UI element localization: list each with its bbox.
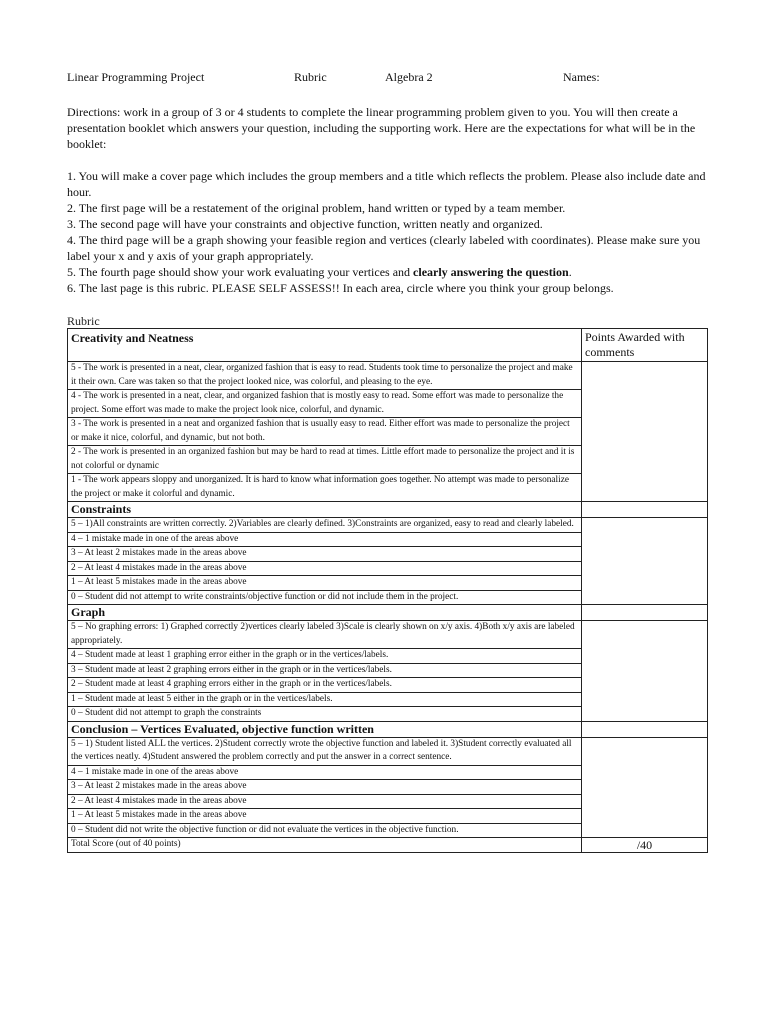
criteria-text: 5 – 1)All constraints are written correctly. 2)Variables are clearly defined. 3)Constraints are organized, easy to read and clearly labeled. — [68, 518, 582, 533]
criteria-text: 3 – At least 2 mistakes made in the areas above — [68, 547, 582, 562]
points-awarded-cell — [582, 737, 708, 838]
criteria-text: 2 – Student made at least 4 graphing errors either in the graph or in the vertices/labels. — [68, 678, 582, 693]
rubric-table — [67, 328, 708, 853]
criteria-text: 4 – 1 mistake made in one of the areas above — [68, 532, 582, 547]
criteria-text: 0 – Student did not write the objective function or did not evaluate the vertices in the objective function. — [68, 823, 582, 838]
points-awarded-cell — [582, 518, 708, 605]
page-header — [67, 70, 708, 86]
expectation-item — [67, 200, 708, 216]
section-header-row — [68, 329, 708, 362]
criteria-text: 2 - The work is presented in an organized fashion but may be hard to read at times. Little effort made to personalize the project and it is not colorful or dynamic — [68, 446, 582, 474]
rubric-page — [67, 70, 708, 853]
directions-text: Directions: work in a group of 3 or 4 students to complete the linear programming problem given to you. You will then create a presentation booklet which answers your question, including the supporting work. Here are the expectations for what will be in the booklet: — [67, 105, 696, 151]
criteria-text: 4 – Student made at least 1 graphing error either in the graph or in the vertices/labels. — [68, 649, 582, 664]
criteria-text: 4 - The work is presented in a neat, clear, and organized fashion that is mostly easy to read. Some effort was made to personalize the project. Some effort was made to make the project look nice, colorful, and dynamic. — [68, 390, 582, 418]
section-header-row — [68, 721, 708, 737]
criteria-row — [68, 621, 708, 649]
section-header-row — [68, 502, 708, 518]
criteria-text: 5 – 1) Student listed ALL the vertices. 2)Student correctly wrote the objective function and labeled it. 3)Student correctly evaluated all the vertices neatly. 4)Student answered the problem correctly and put the answer in a correct sentence. — [68, 737, 582, 765]
rubric-label: Rubric — [67, 314, 100, 328]
expectation-text: 6. The last page is this rubric. PLEASE SELF ASSESS!! In each area, circle where you think your group belongs. — [67, 281, 614, 295]
course-name: Algebra 2 — [385, 70, 433, 84]
section-title: Conclusion – Vertices Evaluated, objective function written — [68, 721, 582, 737]
points-cell — [582, 605, 708, 621]
expectation-text: 2. The first page will be a restatement of the original problem, hand written or typed by a team member. — [67, 201, 566, 215]
criteria-text: 1 – At least 5 mistakes made in the areas above — [68, 576, 582, 591]
expectation-item — [67, 216, 708, 232]
criteria-text: 2 – At least 4 mistakes made in the areas above — [68, 794, 582, 809]
criteria-text: 2 – At least 4 mistakes made in the areas above — [68, 561, 582, 576]
criteria-text: 0 – Student did not attempt to write constraints/objective function or did not include them in the project. — [68, 590, 582, 605]
section-title: Creativity and Neatness — [68, 329, 582, 362]
criteria-text: 1 - The work appears sloppy and unorganized. It is hard to know what information goes together. No attempt was made to personalize the project or make it colorful and dynamic. — [68, 474, 582, 502]
criteria-row — [68, 518, 708, 533]
expectation-text: 5. The fourth page should show your work evaluating your vertices and — [67, 265, 414, 279]
expectation-emphasis: clearly answering the question — [413, 265, 569, 279]
criteria-text: 5 - The work is presented in a neat, clear, organized fashion that is easy to read. Students took time to personalize the project and make it their own. Care was taken so that the project looked nice, was colorful, and pleasing to the eye. — [68, 362, 582, 390]
points-awarded-cell — [582, 621, 708, 722]
criteria-text: 3 – Student made at least 2 graphing errors either in the graph or in the vertices/labels. — [68, 663, 582, 678]
section-title: Constraints — [68, 502, 582, 518]
expectation-text: 4. The third page will be a graph showing your feasible region and vertices (clearly labeled with coordinates). Please make sure you label your x and y axis of your graph appropriately. — [67, 233, 701, 263]
criteria-text: 3 – At least 2 mistakes made in the areas above — [68, 780, 582, 795]
expectation-item — [67, 232, 708, 264]
expectation-item — [67, 168, 708, 200]
criteria-row — [68, 737, 708, 765]
criteria-text: 4 – 1 mistake made in one of the areas above — [68, 765, 582, 780]
section-header-row — [68, 605, 708, 621]
criteria-text: 5 – No graphing errors: 1) Graphed correctly 2)vertices clearly labeled 3)Scale is clearly shown on x/y axis. 4)Both x/y axis are labeled appropriately. — [68, 621, 582, 649]
expectation-item — [67, 264, 708, 280]
total-row — [68, 838, 708, 853]
project-title: Linear Programming Project — [67, 70, 205, 84]
section-title: Graph — [68, 605, 582, 621]
criteria-text: 1 – Student made at least 5 either in the graph or in the vertices/labels. — [68, 692, 582, 707]
expectation-text: 3. The second page will have your constraints and objective function, written neatly and organized. — [67, 217, 543, 231]
expectation-item — [67, 280, 708, 296]
expectation-text: 1. You will make a cover page which includes the group members and a title which reflects the problem. Please also include date and hour. — [67, 169, 706, 199]
points-awarded-cell — [582, 362, 708, 502]
points-header: Points Awarded with comments — [582, 329, 708, 362]
rubric-heading: Rubric — [294, 70, 327, 84]
expectations-list — [67, 168, 708, 296]
criteria-text: 3 - The work is presented in a neat and organized fashion that is usually easy to read. Either effort was made to personalize the project or make it nice, colorful, and dynamic, but not both. — [68, 418, 582, 446]
total-label: Total Score (out of 40 points) — [68, 838, 582, 853]
total-score: /40 — [582, 838, 708, 853]
criteria-row — [68, 362, 708, 390]
criteria-text: 1 – At least 5 mistakes made in the areas above — [68, 809, 582, 824]
criteria-text: 0 – Student did not attempt to graph the constraints — [68, 707, 582, 722]
expectation-end: . — [568, 265, 572, 279]
points-cell — [582, 721, 708, 737]
points-cell — [582, 502, 708, 518]
names-label: Names: — [563, 70, 600, 84]
